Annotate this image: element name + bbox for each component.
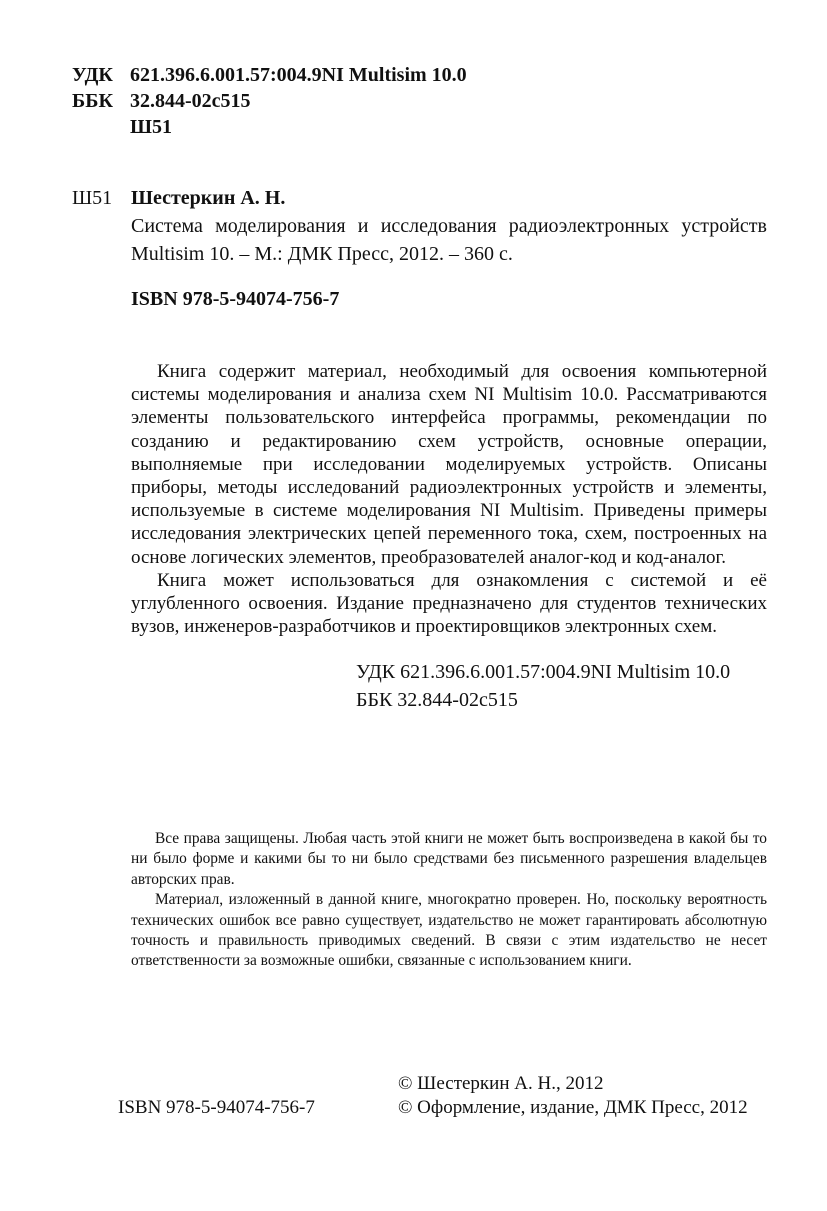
abstract-paragraph: Книга содержит материал, необходимый для освоения компьютерной системы моделирования и анализа схем NI Multisim 10.0. Рассматриваются элементы пользовательского интерфейса программы, рекомендации по созданию и редактированию схем устройств, основные операции, выполняемые при исследовании моделируемых устройств. Описаны приборы, методы исследований радиоэлектронных устройств и элементы, используемые в системе моделирования NI Multisim. Приведены примеры исследования электрических цепей переменного тока, схем, построенных на основе логических элементов, преобразователей аналог-код и код-аналог. xyxy=(131,361,767,568)
copyright-publisher: © Оформление, издание, ДМК Пресс, 2012 xyxy=(398,1097,748,1118)
rights-paragraph: Все права защищены. Любая часть этой книги не может быть воспроизведена в какой бы то ни было форме и какими бы то ни было средствами без письменного разрешения владельцев авторских прав. xyxy=(131,830,767,888)
copyright-block xyxy=(398,1072,748,1120)
author-code-row xyxy=(72,114,467,140)
bbk-label: ББК xyxy=(72,90,113,112)
bbk-row xyxy=(72,88,467,114)
udk-line: УДК 621.396.6.001.57:004.9NI Multisim 10.0 xyxy=(356,661,731,683)
abstract xyxy=(131,360,767,638)
record-isbn: ISBN 978-5-94074-756-7 xyxy=(131,288,340,310)
bbk-value: 32.844-02с515 xyxy=(130,90,251,112)
record-code: Ш51 xyxy=(72,187,113,209)
abstract-paragraph: Книга может использоваться для ознакомления с системой и её углубленного освоения. Издание предназначено для студентов технических вузов, инженеров-разработчиков и проектировщиков электронных схем. xyxy=(131,569,767,638)
author-code: Ш51 xyxy=(130,116,172,138)
classification-block xyxy=(72,62,467,140)
copyright-author: © Шестеркин А. Н., 2012 xyxy=(398,1073,604,1094)
classification-repeat xyxy=(356,658,730,714)
rights-notice xyxy=(131,829,767,972)
udk-label: УДК xyxy=(72,64,113,86)
bbk-line: ББК 32.844-02с515 xyxy=(356,689,518,711)
udk-row xyxy=(72,62,467,88)
udk-value: 621.396.6.001.57:004.9NI Multisim 10.0 xyxy=(130,64,467,86)
author-name: Шестеркин А. Н. xyxy=(131,187,286,209)
footer-isbn: ISBN 978-5-94074-756-7 xyxy=(118,1097,315,1118)
rights-paragraph: Материал, изложенный в данной книге, многократно проверен. Но, поскольку вероятность технических ошибок все равно существует, издательство не может гарантировать абсолютную точность и правильность приводимых сведений. В связи с этим издательство не несет ответственности за возможные ошибки, связанные с использованием книги. xyxy=(131,891,767,970)
bibliographic-citation: Система моделирования и исследования радиоэлектронных устройств Multisim 10. – М.: ДМК Пресс, 2012. – 360 с. xyxy=(131,215,767,265)
